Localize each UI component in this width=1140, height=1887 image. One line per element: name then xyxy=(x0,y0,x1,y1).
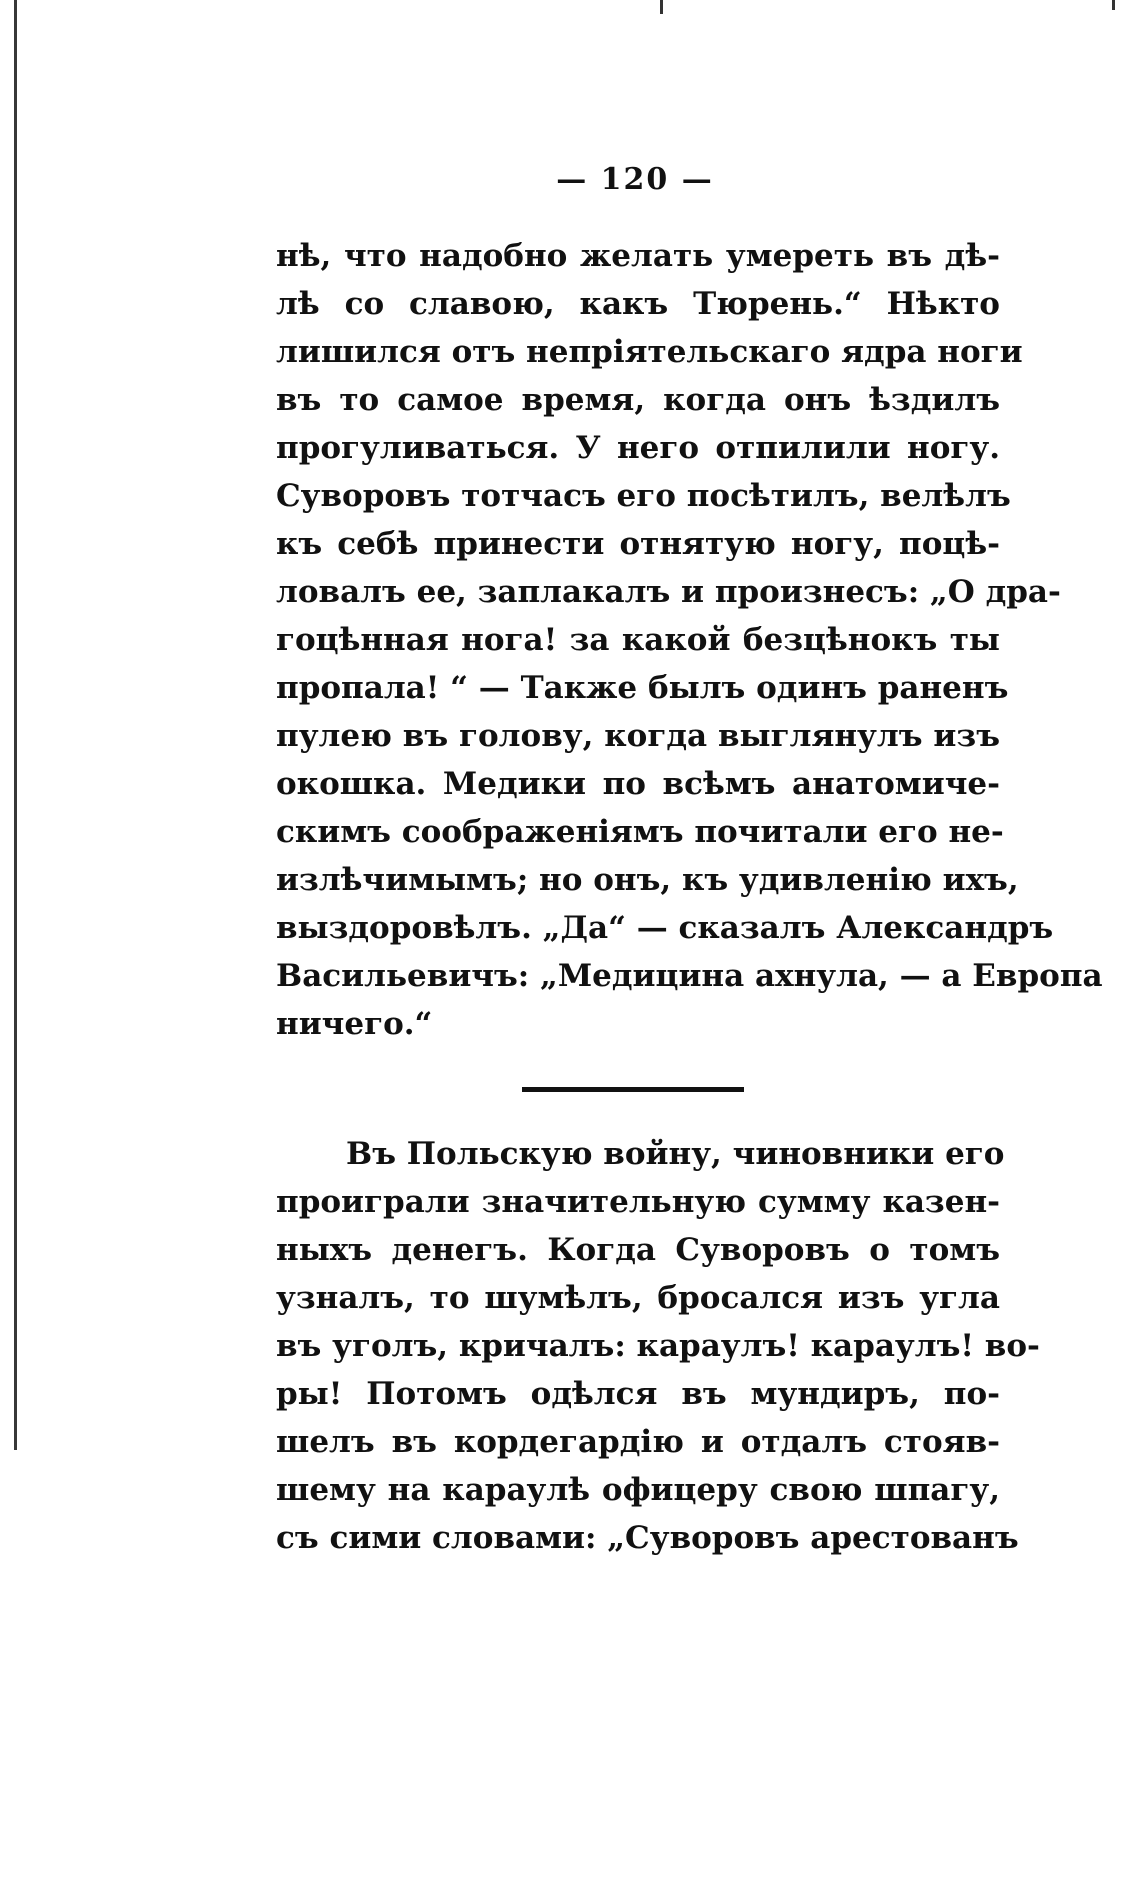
text-line: Суворовъ тотчасъ его посѣтилъ, велѣлъ xyxy=(276,478,1011,514)
text-line: узналъ, то шумѣлъ, бросался изъ угла xyxy=(276,1280,1000,1316)
text-line: ловалъ ее, заплакалъ и произнесъ: „О дра- xyxy=(276,574,1061,610)
text-line: выздоровѣлъ. „Да“ — сказалъ Александръ xyxy=(276,910,1054,946)
text-line: въ то самое время, когда онъ ѣздилъ xyxy=(276,382,1000,418)
page-binding-edge xyxy=(14,0,17,1450)
paragraph-2 xyxy=(276,1130,1040,1562)
page-edge-mark xyxy=(1112,0,1115,10)
text-line: лишился отъ непріятельскаго ядра ноги xyxy=(276,334,1023,370)
text-line: шелъ въ кордегардію и отдалъ стояв- xyxy=(276,1424,1000,1460)
text-line: прогуливаться. У него отпилили ногу. xyxy=(276,430,1000,466)
section-divider xyxy=(522,1087,744,1092)
text-line: излѣчимымъ; но онъ, къ удивленію ихъ, xyxy=(276,862,1019,898)
page-number: — 120 — xyxy=(556,162,714,197)
text-line: шему на караулѣ офицеру свою шпагу, xyxy=(276,1472,1000,1508)
text-line: Васильевичъ: „Медицина ахнула, — а Европа xyxy=(276,958,1103,994)
text-line: окошка. Медики по всѣмъ анатомиче- xyxy=(276,766,1000,802)
text-line: пулею въ голову, когда выглянулъ изъ xyxy=(276,718,1000,754)
text-line: скимъ соображеніямъ почитали его не- xyxy=(276,814,1004,850)
paragraph-1 xyxy=(276,232,1103,1048)
text-line: къ себѣ принести отнятую ногу, поцѣ- xyxy=(276,526,1000,562)
text-line: лѣ со славою, какъ Тюрень.“ Нѣкто xyxy=(276,286,1000,322)
text-line: нѣ, что надобно желать умереть въ дѣ- xyxy=(276,238,1000,274)
page-edge-mark xyxy=(660,0,663,14)
text-line: ныхъ денегъ. Когда Суворовъ о томъ xyxy=(276,1232,1000,1268)
text-line: ничего.“ xyxy=(276,1006,433,1042)
text-line: пропала! “ — Также былъ одинъ раненъ xyxy=(276,670,1009,706)
text-line: въ уголъ, кричалъ: караулъ! караулъ! во- xyxy=(276,1328,1040,1364)
text-line: съ сими словами: „Суворовъ арестованъ xyxy=(276,1520,1019,1556)
text-line: проиграли значительную сумму казен- xyxy=(276,1184,1000,1220)
text-line: Въ Польскую войну, чиновники его xyxy=(346,1136,1005,1172)
text-line: ры! Потомъ одѣлся въ мундиръ, по- xyxy=(276,1376,1000,1412)
text-line: гоцѣнная нога! за какой безцѣнокъ ты xyxy=(276,622,1000,658)
